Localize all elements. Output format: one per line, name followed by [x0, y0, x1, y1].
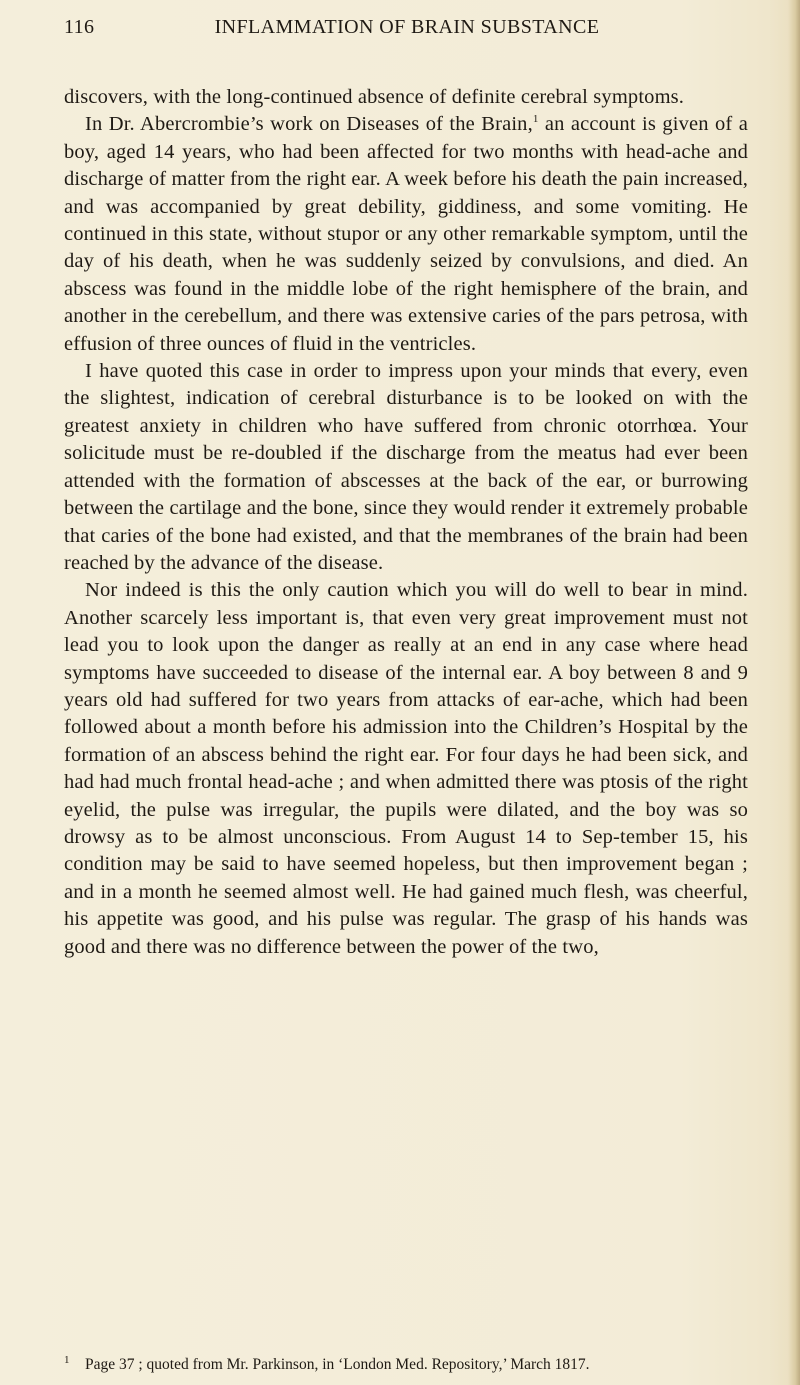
paragraph-text: In Dr. Abercrombie’s work on Diseases of the Brain,	[85, 113, 533, 136]
paragraph-continuation: discovers, with the long-continued absence of definite cerebral symptoms.	[64, 86, 685, 108]
footnote-text: Page 37 ; quoted from Mr. Parkinson, in ‘London Med. Repository,’ March 1817.	[85, 1356, 590, 1373]
footnote: 1 Page 37 ; quoted from Mr. Parkinson, in ‘London Med. Repository,’ March 1817.	[64, 1353, 590, 1373]
page-edge-shadow	[788, 0, 800, 1385]
paragraph-text: an account is given of a boy, aged 14 years, who had been affected for two months with head-ache and discharge of matter from the right ear. A week before his death the pain increased, and was accompanied by great debility, giddiness, and some vomiting. He continued in this state, without stupor or any other remarkable symptom, until the day of his death, when he was suddenly seized by convulsions, and died. An abscess was found in the middle lobe of the right hemisphere of the brain, and another in the cerebellum, and there was extensive caries of the pars petrosa, with effusion of three ounces of fluid in the ventricles.	[64, 113, 748, 355]
page-number: 116	[64, 16, 95, 38]
paragraph-second-case: Nor indeed is this the only caution which you will do well to bear in mind. Another scarcely less important is, that even very great improvement must not lead you to look upon the danger as really at an end in any case where head symptoms have succeeded to disease of the internal ear. A boy between 8 and 9 years old had suffered for two years from attacks of ear-ache, which had been followed about a month before his admission into the Children’s Hospital by the formation of an abscess behind the right ear. For four days he had been sick, and had had much frontal head-ache ; and when admitted there was ptosis of the right eyelid, the pulse was irregular, the pupils were dilated, and the boy was so drowsy as to be almost unconscious. From August 14 to Sep-tember 15, his condition may be said to have seemed hopeless, but then improvement began ; and in a month he seemed almost well. He had gained much flesh, was cheerful, his appetite was good, and his pulse was regular. The grasp of his hands was good and there was no difference between the power of the two,	[64, 579, 748, 958]
paragraph-abercrombie-case	[64, 111, 748, 358]
page-header	[64, 16, 750, 44]
paragraph-caution: I have quoted this case in order to impress upon your minds that every, even the slightest, indication of cerebral disturbance is to be looked on with the greatest anxiety in children who have suffered from chronic otorrhœa. Your solicitude must be re-doubled if the discharge from the meatus had ever been attended with the formation of abscesses at the back of the ear, or burrowing between the cartilage and the bone, since they would render it extremely probable that caries of the bone had existed, and that the membranes of the brain had been reached by the advance of the disease.	[64, 360, 748, 574]
footnote-reference: 1	[532, 113, 539, 126]
body-text	[64, 84, 748, 961]
running-head: INFLAMMATION OF BRAIN SUBSTANCE	[214, 16, 600, 38]
